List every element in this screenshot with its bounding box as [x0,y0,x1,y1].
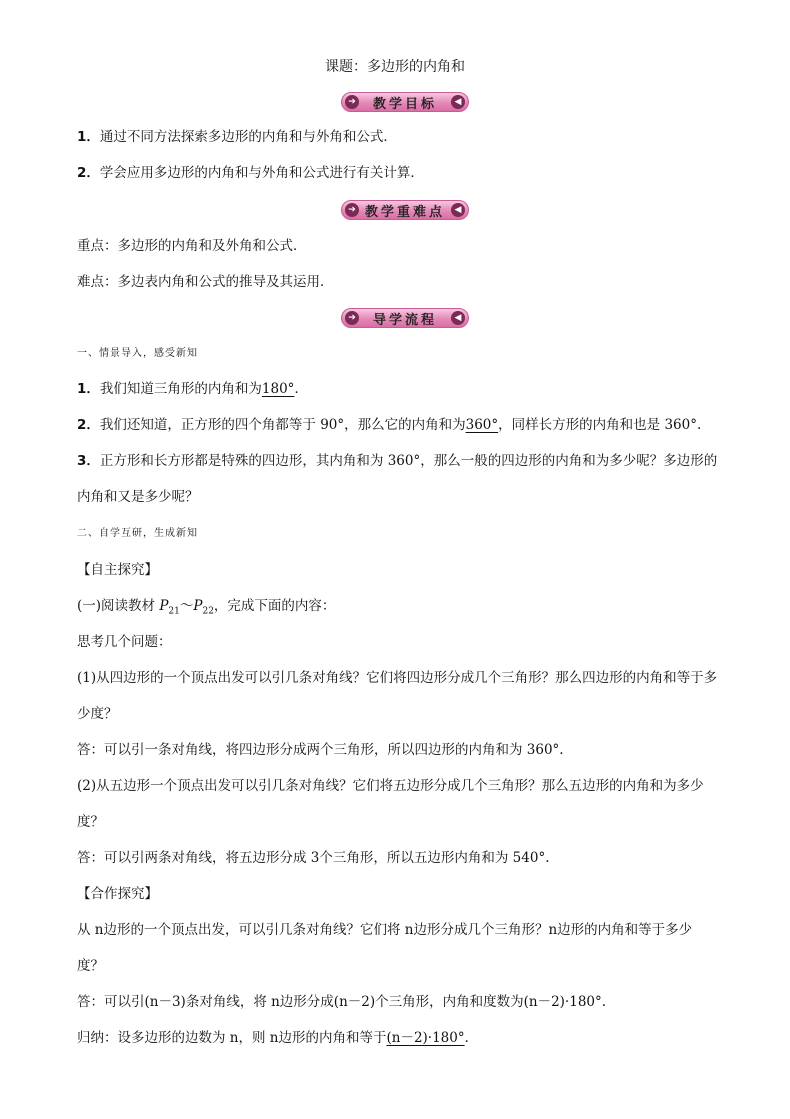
answer-blank: 360° [465,417,499,433]
goal-1: 1．通过不同方法探索多边形的内角和与外角和公式． [77,129,397,145]
reading-instruction: (一)阅读教材 $P_{21}\sim P_{22}$，完成下面的内容： [77,598,336,617]
section-heading-2: 二、自学互研，生成新知 [77,528,198,539]
arrow-right-icon: ➔ [345,311,359,325]
question-3: 从 n边形的一个顶点出发，可以引几条对角线？它们将 n边形分成几个三角形？n边形的内角和等于多少 [77,922,693,938]
summary: 归纳：设多边形的边数为 n，则 n边形的内角和等于(n－2)·180°． [77,1030,479,1046]
banner-goals [341,92,469,112]
self-explore-heading: 【自主探究】 [77,562,158,578]
question-3-cont: 度？ [77,958,104,974]
question-2-cont: 度？ [77,814,104,830]
section-heading-1: 一、情景导入，感受新知 [77,348,198,359]
intro-item-3-cont: 内角和又是多少呢？ [77,489,199,505]
answer-blank: (n－2)·180° [386,1030,465,1046]
question-1-cont: 少度？ [77,706,118,722]
question-1: (1)从四边形的一个顶点出发可以引几条对角线？它们将四边形分成几个三角形？那么四边形的内角和等于多 [77,670,718,686]
banner-process-label: 导学流程 [372,312,437,328]
answer-blank: 180° [261,381,295,397]
arrow-left-icon: ◀ [451,311,465,325]
coop-heading: 【合作探究】 [77,886,158,902]
intro-item-1: 1．我们知道三角形的内角和为180°． [77,381,308,397]
goal-2: 2．学会应用多边形的内角和与外角和公式进行有关计算． [77,165,424,181]
banner-process [341,308,469,328]
question-2: (2)从五边形一个顶点出发可以引几条对角线？它们将五边形分成几个三角形？那么五边形的内角和为多少 [77,778,704,794]
banner-goals-label: 教学目标 [372,96,437,112]
key-point: 重点：多边形的内角和及外角和公式． [77,238,307,254]
page-title: 课题：多边形的内角和 [325,59,465,75]
answer-3: 答：可以引(n－3)条对角线，将 n边形分成(n－2)个三角形，内角和度数为(n－2)·180°. [77,994,607,1010]
arrow-right-icon: ➔ [345,203,359,217]
intro-item-3: 3．正方形和长方形都是特殊的四边形，其内角和为 360°，那么一般的四边形的内角和为多少呢？多边形的 [77,453,718,469]
banner-key-points-label: 教学重难点 [364,204,445,220]
answer-2: 答：可以引两条对角线，将五边形分成 3个三角形，所以五边形内角和为 540°. [77,850,550,866]
intro-item-2: 2．我们还知道，正方形的四个角都等于 90°，那么它的内角和为360°，同样长方形的内角和也是 360°. [77,417,702,433]
arrow-left-icon: ◀ [451,95,465,109]
answer-1: 答：可以引一条对角线，将四边形分成两个三角形，所以四边形的内角和为 360°. [77,742,564,758]
think-prompt: 思考几个问题： [77,634,172,650]
banner-key-points [341,200,469,220]
arrow-right-icon: ➔ [345,95,359,109]
difficulty-point: 难点：多边表内角和公式的推导及其运用． [77,274,334,290]
arrow-left-icon: ◀ [451,203,465,217]
